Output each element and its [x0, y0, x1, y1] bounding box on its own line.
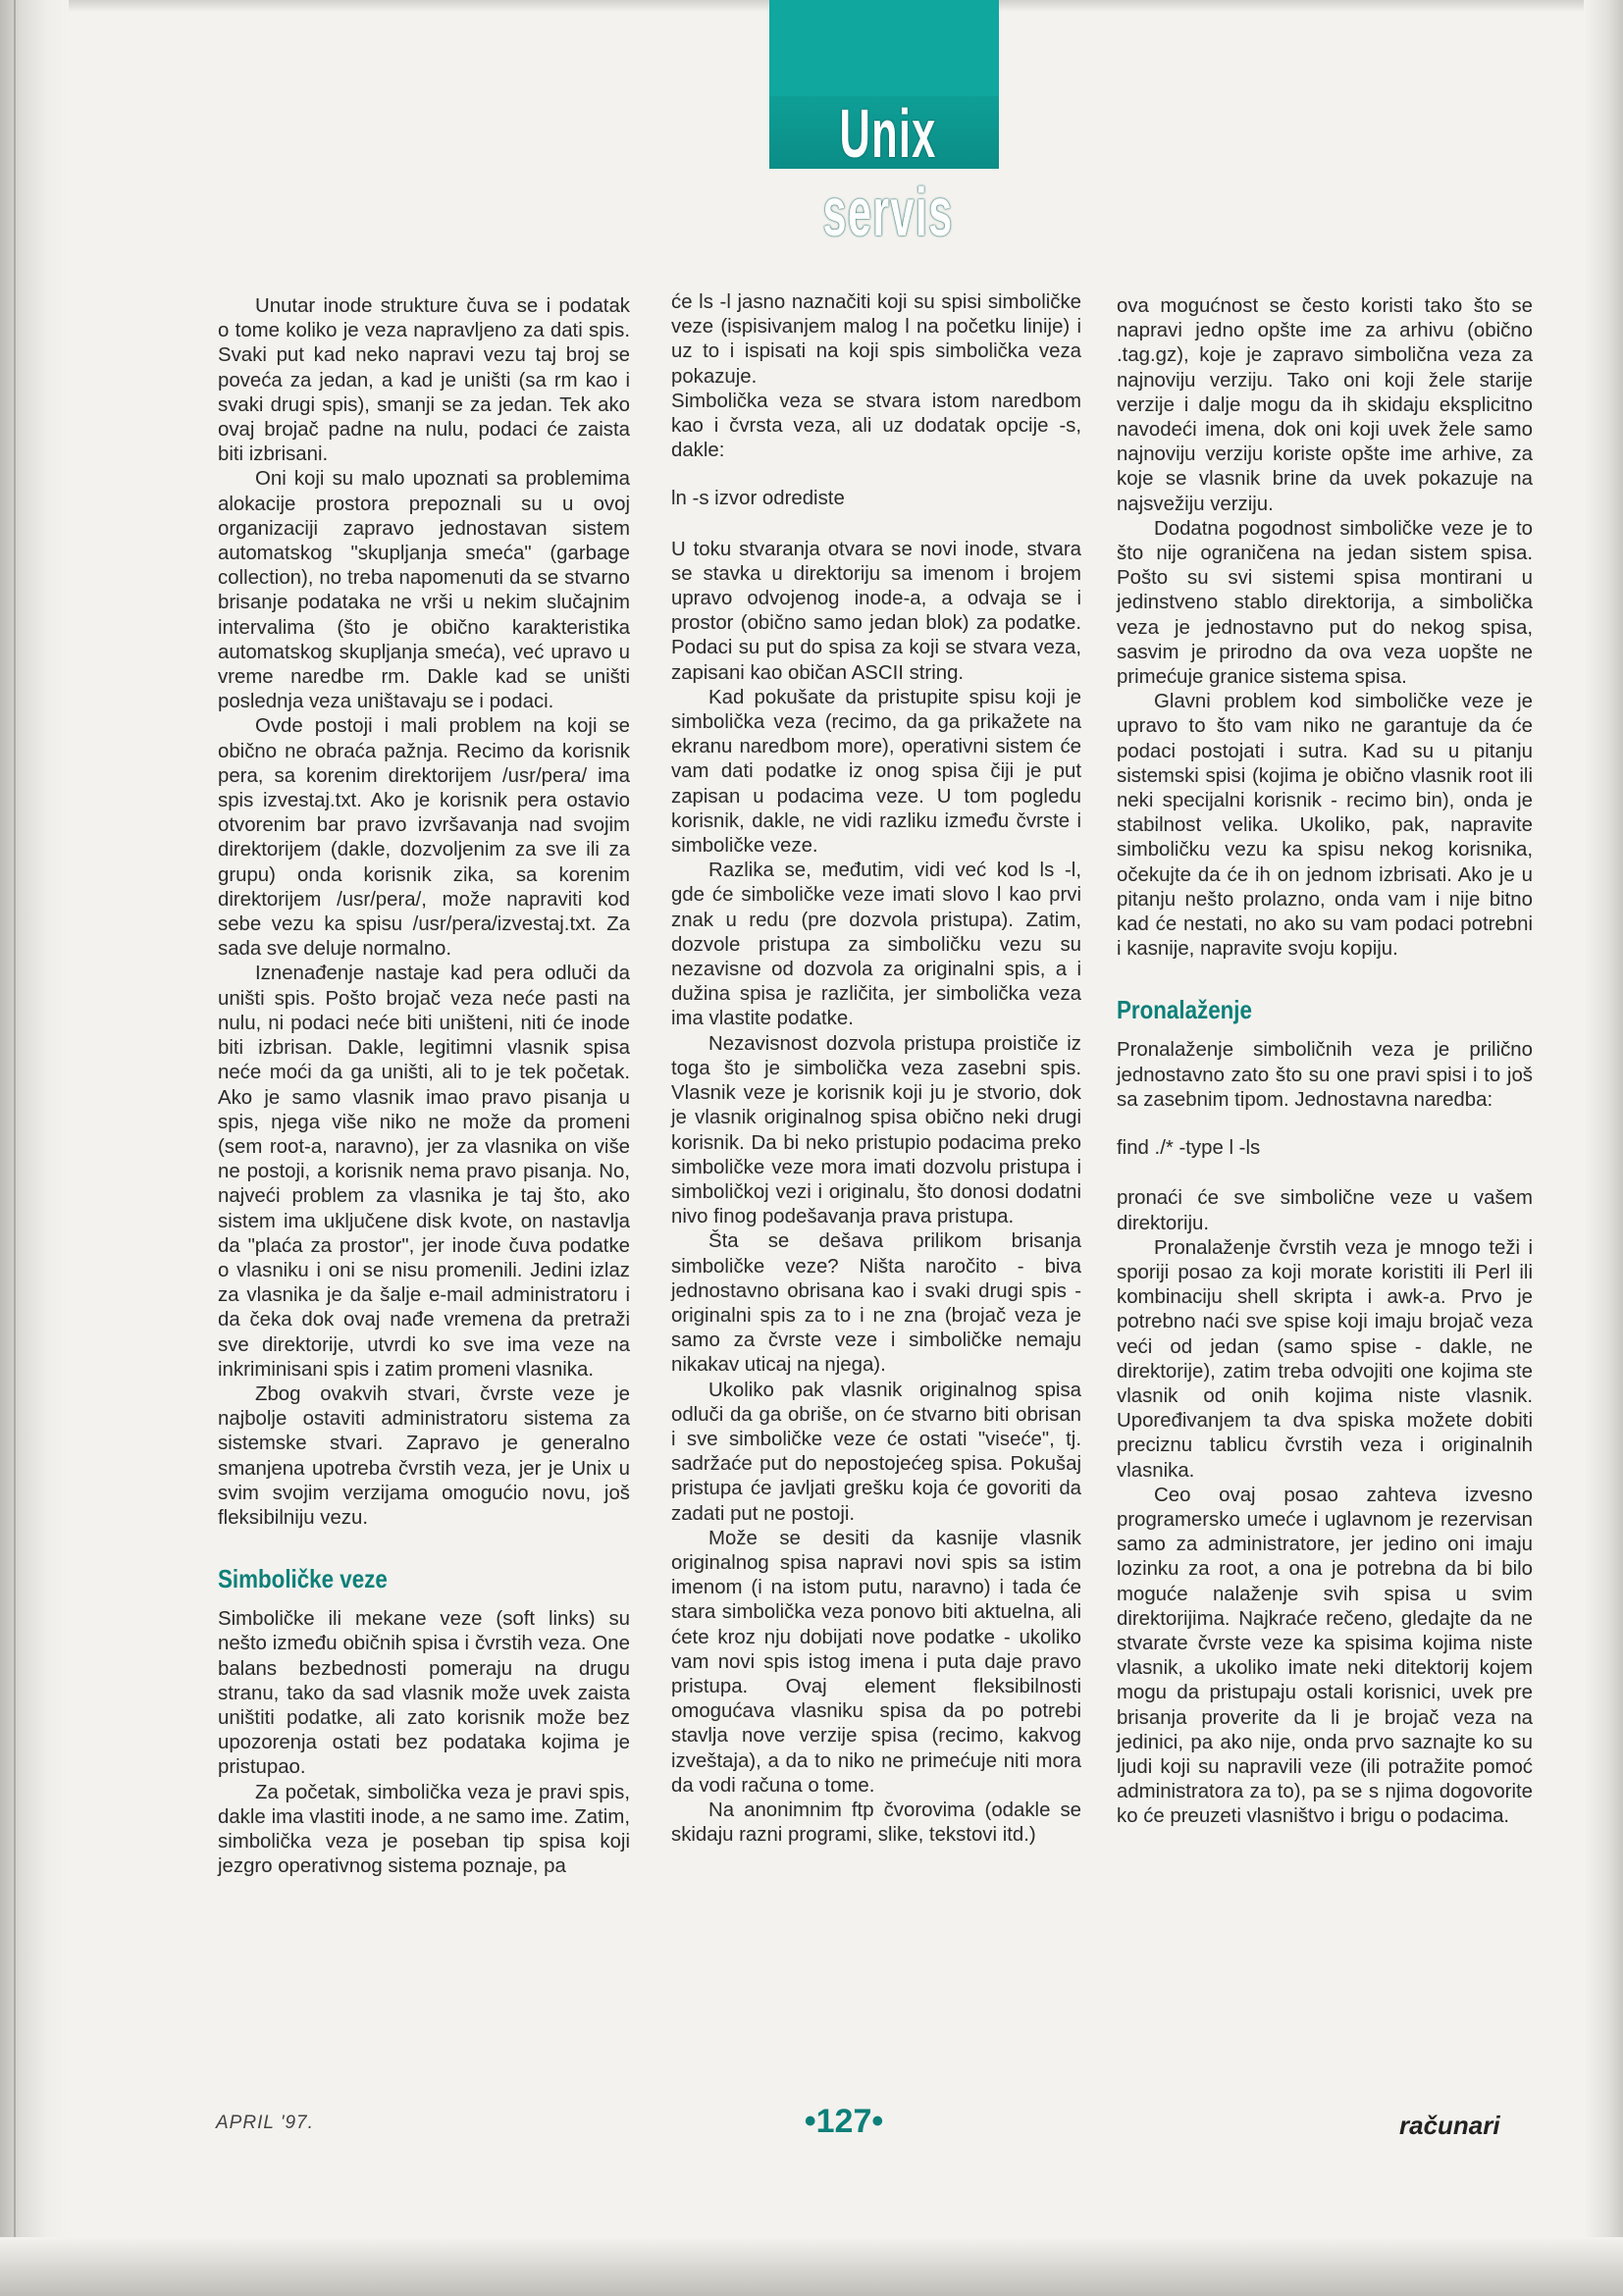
paragraph: Unutar inode strukture čuva se i podatak o tome koliko je veza napravljeno za dati spis. Svaki put kad neko napravi vezu taj broj se poveća za jedan, a kad je uništi (sa rm kao i svaki drugi spis), smanji se za jedan. Tek ako ovaj brojač padne na nulu, podaci će zaista biti izbrisani. — [218, 295, 630, 466]
command-line: find ./* -type l -ls — [1117, 1137, 1261, 1160]
column-2 — [671, 290, 1081, 1848]
page-number: •127• — [804, 2103, 884, 2140]
paragraph: ova mogućnost se često koristi tako što se napravi jedno opšte ime za arhivu (obično .tag.gz), koje je zapravo simbolična veza za najnoviju verziju. Tako oni koji žele starije verzije i dalje mogu da ih skidaju eksplicitno navodeći imena, dok oni koji uvek žele samo najnoviju verziju koriste opšte ime arhive, za koje se vlasnik brine da uvek pokazuje na najsvežiju verziju. — [1117, 295, 1533, 515]
page-spine-shadow — [0, 0, 69, 2296]
paragraph: Zbog ovakvih stvari, čvrste veze je najbolje ostaviti administratoru sistema za sistemske stvari. Zapravo je generalno smanjena upotreba čvrstih veza, jer je Unix u svim svojim verzijama omogućio novu, još fleksibilniju vezu. — [218, 1383, 630, 1529]
section-title: Unix servis — [822, 95, 954, 250]
paragraph: Simbolička veza se stvara istom naredbom kao i čvrsta veza, ali uz dodatak opcije -s, dakle: — [671, 390, 1081, 462]
paragraph: Šta se dešava prilikom brisanja simboličke veze? Ništa naročito - biva jednostavno obrisana kao i svaki drugi spis - originalni spis za to i ne zna (brojač veza je samo za čvrste veze i simboličke nemaju nikakav uticaj na njega). — [671, 1230, 1081, 1377]
paragraph: Ukoliko pak vlasnik originalnog spisa odluči da ga obriše, on će stvarno biti obrisan i sve simboličke veze će ostati "viseće", tj. sadržaće put do nepostojećeg spisa. Pokušaj pristupa će javljati grešku koja će govoriti da zadati put ne postoji. — [671, 1379, 1081, 1525]
subheading-pronalazenje: Pronalaženje — [1117, 995, 1252, 1025]
paragraph: Može se desiti da kasnije vlasnik originalnog spisa napravi novi spis sa istim imenom (i na istom putu, naravno) i tada će stara simbolička veza ponovo biti aktuelna, ali ćete kroz nju dobijati nove podatke - ukoliko vam novi spis istog imena i puta daje pravo pristupa. Ovaj element fleksibilnosti omogućava vlasniku spisa da po potrebi stavlja nove verzije spisa (recimo, kakvog izveštaja), a da to niko ne primećuje niti mora da vodi računa o tome. — [671, 1527, 1081, 1797]
paragraph: Za početak, simbolička veza je pravi spis, dakle ima vlastiti inode, a ne samo ime. Zatim, simbolička veza je poseban tip spisa koji jezgro operativnog sistema poznaje, pa — [218, 1781, 630, 1878]
paragraph: Razlika se, međutim, vidi već kod ls -l, gde će simboličke veze imati slovo l kao prvi znak u redu (pre dozvola pristupa). Zatim, dozvole pristupa za simboličku vezu su nezavisne od dozvola za originalni spis, a i dužina spisa je različita, jer simbolička veza ima vlastite podatke. — [671, 860, 1081, 1030]
column-3 — [1117, 294, 1533, 1830]
paragraph: Simboličke ili mekane veze (soft links) su nešto između običnih spisa i čvrstih veza. One balans bezbednosti pomeraju na drugu stranu, tako da sad vlasnik može uvek zaista uništiti podatke, ali zato korisnik može bez upozorenja ostati bez podataka kojima je pristupao. — [218, 1608, 630, 1779]
issue-date: APRIL '97. — [216, 2113, 314, 2133]
paragraph: Na anonimnim ftp čvorovima (odakle se skidaju razni programi, slike, tekstovi itd.) — [671, 1799, 1081, 1847]
command-line: ln -s izvor odrediste — [671, 488, 845, 510]
paragraph: Oni koji su malo upoznati sa problemima alokacije prostora prepoznali su u ovoj organizaciji zapravo jednostavan sistem automatskog "skupljanja smeća" (garbage collection), no treba napomenuti da se stvarno brisanje podataka ne vrši u nekim slučajnim intervalima (što je obično karakteristika automatskog skupljanja smeća), već upravo u vreme naredbe rm. Dakle kad se uništi poslednja veza uništavaju se i podaci. — [218, 468, 630, 713]
paragraph: će ls -l jasno naznačiti koji su spisi simboličke veze (ispisivanjem malog l na početku linije) i uz to i ispisati na koji spis simbolička veza pokazuje. — [671, 291, 1081, 388]
paragraph: pronaći će sve simbolične veze u vašem direktoriju. — [1117, 1187, 1533, 1234]
subheading-simbolicke-veze: Simboličke veze — [218, 1564, 388, 1594]
magazine-brand: računari — [1399, 2111, 1500, 2140]
page-spine-line — [14, 0, 16, 2296]
paragraph: Dodatna pogodnost simboličke veze je to što nije ograničena na jedan sistem spisa. Pošto su svi sistemi spisa montirani u jedinstveno stablo direktorija, a simbolička veza je jednostavno put do nekog spisa, sasvim je prirodno da ova veza uopšte ne primećuje granice sistema spisa. — [1117, 517, 1533, 689]
column-1 — [218, 294, 630, 1879]
page-bottom-edge — [0, 2237, 1623, 2296]
paragraph: Pronalaženje čvrstih veza je mnogo teži i sporiji posao za koji morate koristiti ili Perl ili kombinaciju shell skripta i awk-a. Prvo je potrebno naći sve spise koji imaju brojač veza veći od jedan (samo spise - dakle, ne direktorije), zatim treba odvojiti one kojima ste vlasnik od onih kojima niste vlasnik. Upoređivanjem ta dva spiska možete dobiti preciznu tablicu čvrstih veza i originalnih vlasnika. — [1117, 1236, 1533, 1482]
paragraph: Ovde postoji i mali problem na koji se obično ne obraća pažnja. Recimo da korisnik pera, sa korenim direktorijem /usr/pera/ ima spis izvestaj.txt. Ako je korisnik pera ostavio otvorenim bar pravo izvršavanja nad svojim direktorijem (dakle, dozvoljenim za sve ili za grupu) onda korisnik zika, sa korenim direktorijem /usr/pera/, može napraviti kod sebe vezu ka spisu /usr/pera/izvestaj.txt. Za sada sve deluje normalno. — [218, 715, 630, 961]
paragraph: Glavni problem kod simboličke veze je upravo to što vam niko ne garantuje da će podaci postojati i sutra. Kad su u pitanju sistemski spisi (kojima je obično vlasnik root ili neki specijalni korisnik - recimo bin), onda je stabilnost velika. Ukoliko, pak, napravite simboličku vezu ka spisu nekog korisnika, očekujte da će ih on jednom izbrisati. Ako je u pitanju nešto prolazno, onda vam i nije bitno kad će nestati, no ako su vam podaci potrebni i kasnije, napravite svoju kopiju. — [1117, 691, 1533, 961]
paragraph: Pronalaženje simboličnih veza je prilično jednostavno zato što su one pravi spisi i to još sa zasebnim tipom. Jednostavna naredba: — [1117, 1039, 1533, 1111]
paragraph: U toku stvaranja otvara se novi inode, stvara se stavka u direktoriju sa imenom i brojem upravo odvojenog inode-a, a odvaja se i prostor (obično samo jedan blok) za podatke. Podaci su put do spisa za koji se stvara veza, zapisani kao običan ASCII string. — [671, 538, 1081, 684]
paragraph: Iznenađenje nastaje kad pera odluči da uništi spis. Pošto brojač veza neće pasti na nulu, ni podaci neće biti uništeni, niti će inode biti izbrisan. Dakle, legitimni vlasnik spisa neće moći da ga uništi, ali to je tek početak. Ako je samo vlasnik imao pravo pisanja u spis, njega više niko ne može da promeni (sem root-a, naravno), jer za vlasnika on više ne postoji, a korisnik nema pravo pisanja. No, najveći problem za vlasnika je taj što, ako sistem ima uključene disk kvote, on nastavlja da "plaća za prostor", jer inode čuva podatke o vlasniku i oni se nisu promenili. Jedini izlaz za vlasnika je da šalje e-mail administratoru i da čeka dok ovaj nađe vremena da pretraži sve direktorije, utvrdi ko sve ima veze na inkriminisani spis i zatim promeni vlasnika. — [218, 963, 630, 1381]
paragraph: Kad pokušate da pristupite spisu koji je simbolička veza (recimo, da ga prikažete na ekranu naredbom more), operativni sistem će vam dati podatke iz onog spisa čiji je put zapisan u podacima veze. U tom pogledu korisnik, dakle, ne vidi razliku između čvrste i simboličke veze. — [671, 686, 1081, 858]
paragraph: Nezavisnost dozvola pristupa proističe iz toga što je simbolička veza zasebni spis. Vlasnik veze je korisnik koji ju je stvorio, dok je vlasnik originalnog spisa obično neki drugi korisnik. Da bi neko pristupio podacima preko simboličke veze mora imati dozvolu pristupa i simboličkoj vezi i originalu, što donosi dodatni nivo finog podešavanja prava pristupa. — [671, 1032, 1081, 1228]
paragraph: Ceo ovaj posao zahteva izvesno programersko umeće i uglavnom je rezervisan samo za administratore, jer jedino oni imaju lozinku za root, a ona je potrebna da bi bilo moguće nalaženje svih spisa u svim direktorijima. Najkraće rečeno, gledajte da ne stvarate čvrste veze ka spisima kojima niste vlasnik, a ukoliko imate neki ditektorij kojem mogu da pristupaju ostali korisnici, uvek pre brisanja proverite da li je brojač veza na jedinici, pa ako nije, onda prvo saznajte ko su ljudi koji su napravili veze (ili potražite pomoć administratora za to), pa se s njima dogovorite ko će preuzeti vlasništvo i brigu o podacima. — [1117, 1484, 1533, 1828]
page-right-edge — [1584, 0, 1623, 2296]
